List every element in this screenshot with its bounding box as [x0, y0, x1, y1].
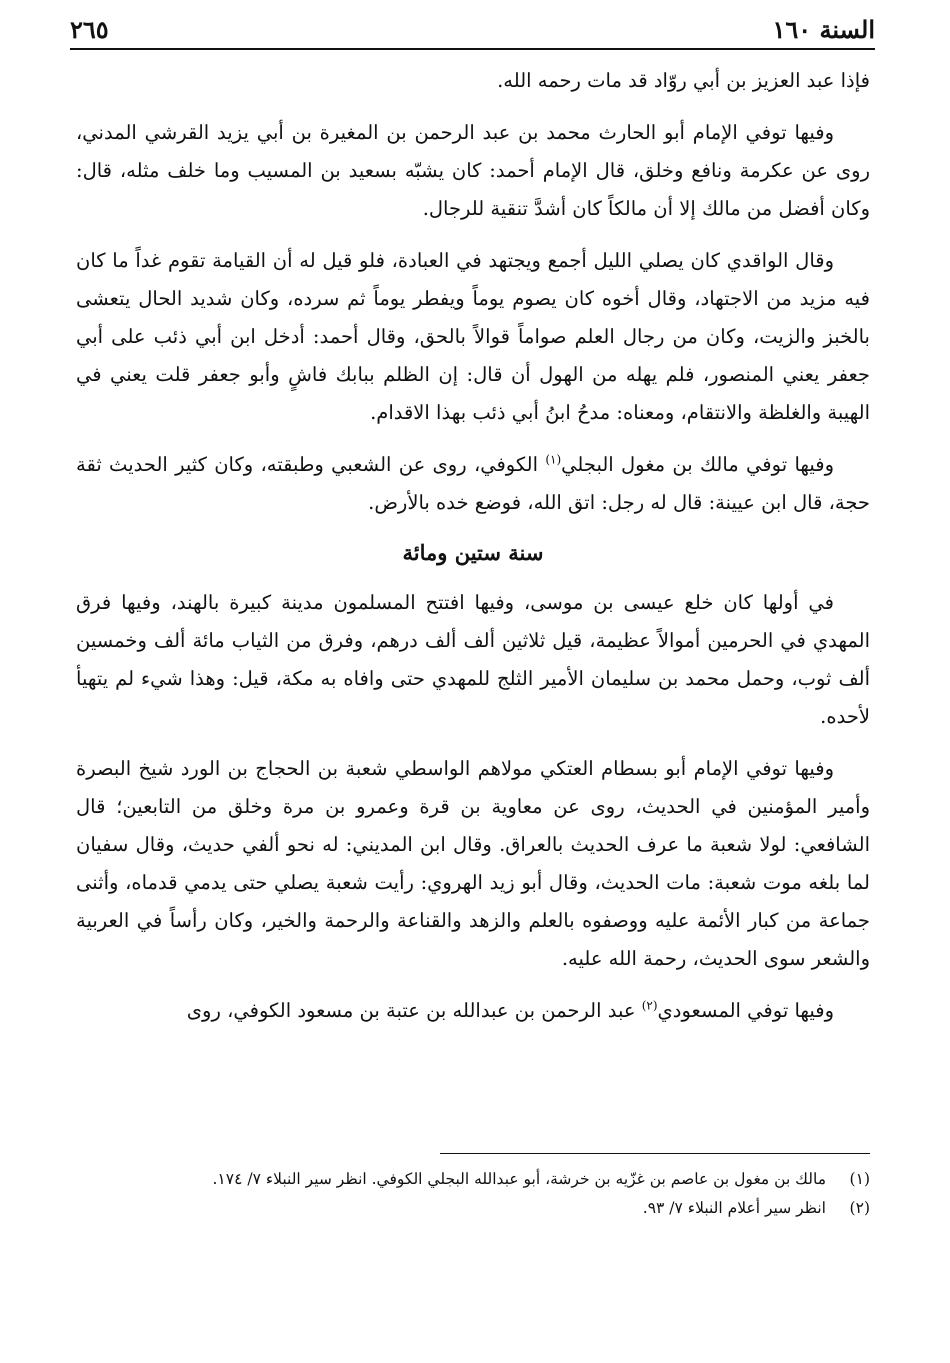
header-divider: [70, 48, 875, 50]
footnote: [76, 1165, 870, 1194]
page-header: [70, 10, 875, 44]
paragraph-text: وفيها توفي مالك بن مغول البجلي: [561, 453, 834, 476]
paragraph: وفيها توفي الإمام أبو الحارث محمد بن عبد الرحمن بن المغيرة بن أبي يزيد القرشي المدني، روى عن عكرمة ونافع وخلق، قال الإمام أحمد: كان يشبّه بسعيد بن المسيب وما خلف مثله، قال: وكان أفضل من مالك إلا أن مالكاً كان أشدَّ تنقية للرجال.: [76, 121, 870, 220]
paragraph-text: عبد الرحمن بن عبدالله بن عتبة بن مسعود الكوفي، روى: [186, 999, 642, 1022]
paragraph: وفيها توفي الإمام أبو بسطام العتكي مولاهم الواسطي شعبة بن الحجاج بن الورد شيخ البصرة وأمير المؤمنين في الحديث، روى عن معاوية بن قرة وعمرو بن مرة وخلق من التابعين؛ قال الشافعي: لولا شعبة ما عرف الحديث بالعراق. وقال ابن المديني: له نحو ألفي حديث، وقال سفيان لما بلغه موت شعبة: مات الحديث، وقال أبو زيد الهروي: رأيت شعبة يصلي حتى يدمي قدماه، وأثنى جماعة من كبار الأئمة عليه ووصفوه بالعلم والزهد والقناعة والرحمة والخير، وكان رأساً في العربية والشعر سوى الحديث، رحمة الله عليه.: [76, 757, 870, 970]
paragraph-text: الكوفي، روى عن الشعبي وطبقته، وكان كثير الحديث ثقة حجة، قال ابن عيينة: قال له رجل: اتق الله، فوضع خده بالأرض.: [76, 453, 870, 514]
paragraph-text: وفيها توفي المسعودي: [657, 999, 834, 1022]
section-heading: سنة ستين ومائة: [402, 540, 544, 565]
paragraph: [76, 446, 870, 522]
footnote-divider: [440, 1153, 870, 1154]
footnote-number: (٢): [849, 1199, 870, 1217]
footnote-marker: (٢): [641, 998, 658, 1013]
footnote-text: مالك بن مغول بن عاصم بن غزّيه بن خرشة، أبو عبدالله البجلي الكوفي. انظر سير النبلاء ٧/ ١٧٤.: [212, 1170, 826, 1188]
footnote-text: انظر سير أعلام النبلاء ٧/ ٩٣.: [642, 1199, 826, 1217]
footnote-number: (١): [849, 1170, 870, 1188]
footnotes: [76, 1165, 870, 1223]
main-text: [76, 62, 870, 1044]
paragraph: [76, 992, 870, 1030]
paragraph: في أولها كان خلع عيسى بن موسى، وفيها افتتح المسلمون مدينة كبيرة بالهند، وفيها فرق المهدي في الحرمين أموالاً عظيمة، قيل ثلاثين ألف ألف درهم، وفرق من الثياب مائة ألف وخمسين ألف ثوب، وحمل محمد بن سليمان الأمير الثلج للمهدي حتى وافاه به مكة، قيل: وهذا شيء لم يتهيأ لأحده.: [76, 591, 870, 728]
footnote: [76, 1194, 870, 1223]
running-title: السنة ١٦٠: [772, 15, 875, 44]
page-number: ٢٦٥: [70, 15, 109, 44]
paragraph: فإذا عبد العزيز بن أبي روّاد قد مات رحمه الله.: [497, 69, 870, 92]
paragraph: وقال الواقدي كان يصلي الليل أجمع ويجتهد في العبادة، فلو قيل له أن القيامة تقوم غداً ما كان فيه مزيد من الاجتهاد، وقال أخوه كان يصوم يوماً ويفطر يوماً ثم سرده، وكان شديد الحال يتعشى بالخبز والزيت، وكان من رجال العلم صواماً قوالاً بالحق، وقال أحمد: أدخل ابن أبي ذئب على أبي جعفر يعني المنصور، فلم يهله من الهول أن قال: إن الظلم ببابك فاشٍ وأبو جعفر قلت يعني في الهيبة والغلظة والانتقام، ومعناه: مدحُ ابنُ أبي ذئب بهذا الاقدام.: [76, 249, 870, 424]
footnote-marker: (١): [545, 452, 562, 467]
